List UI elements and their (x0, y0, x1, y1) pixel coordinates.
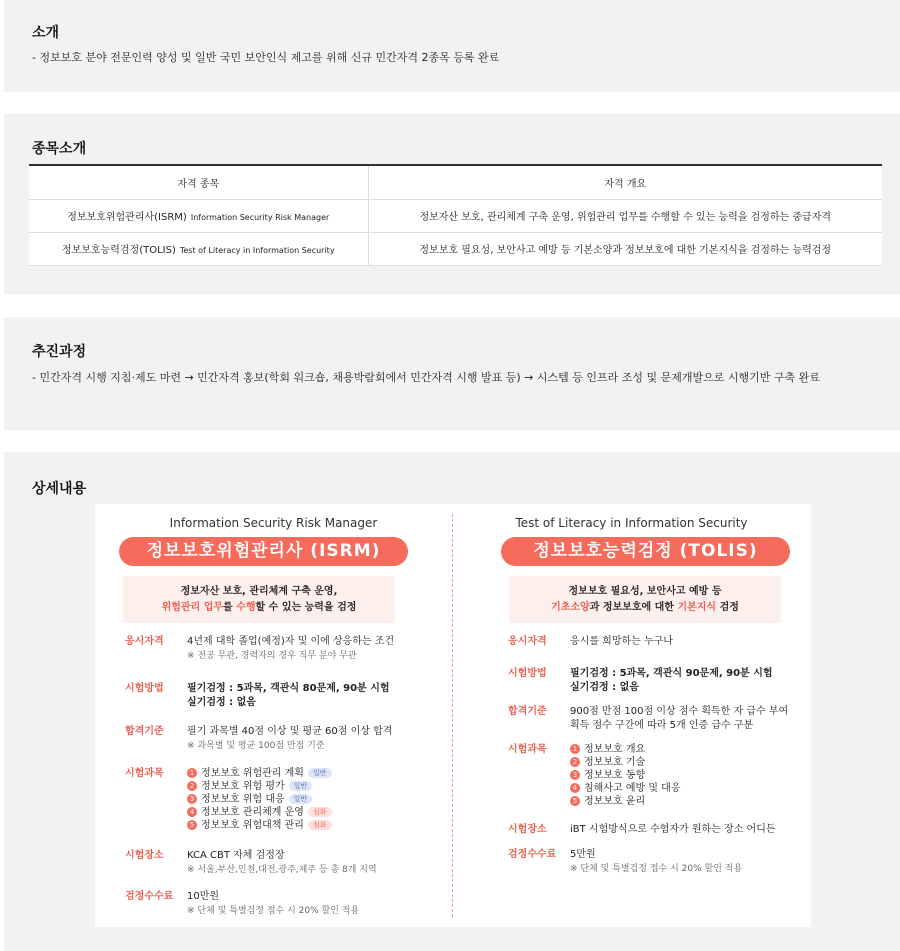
isrm-method-value (187, 682, 427, 710)
subject-name: 침해사고 예방 및 대응 (584, 783, 681, 794)
table-header-name: 자격 종목 (29, 165, 368, 199)
subject-name: 정보보호 위험 평가 (201, 781, 285, 792)
level-tag: 일반 (289, 794, 313, 804)
level-tag: 일반 (308, 768, 332, 778)
tolis-en-title: Test of Literacy in Information Security (515, 516, 748, 530)
tolis-subjects-list (570, 743, 810, 808)
details-title: 상세내용 (32, 481, 87, 497)
isrm-subjects-label: 시험과목 (125, 768, 164, 779)
number-badge: 4 (570, 783, 580, 793)
isrm-fee-note: ※ 단체 및 특별검정 접수 시 20% 할인 적용 (187, 906, 360, 916)
isrm-place-text: KCA CBT 자체 검정장 (187, 850, 285, 861)
tolis-method-practical: 실기검정 : 없음 (570, 682, 639, 693)
tolis-method-value (570, 667, 810, 695)
number-badge: 5 (187, 820, 197, 830)
table-cell-name (29, 232, 368, 265)
tolis-summary-mid: 과 정보보호에 대한 (589, 602, 678, 613)
isrm-place-value (187, 849, 427, 877)
list-item (570, 795, 810, 808)
process-section (4, 317, 900, 430)
list-item (570, 782, 810, 795)
tolis-method-label: 시험방법 (508, 668, 547, 679)
isrm-summary (123, 576, 395, 623)
isrm-eligibility-text: 4년제 대학 졸업(예정)자 및 이에 상응하는 조건 (187, 636, 395, 647)
types-section (4, 114, 900, 294)
isrm-pass-label: 합격기준 (125, 726, 164, 737)
isrm-eligibility-label: 응시자격 (125, 636, 164, 647)
cert-name: 정보보호능력검정(TOLIS) (61, 245, 176, 256)
list-item (187, 780, 427, 793)
subject-name: 정보보호 위험 대응 (201, 794, 285, 805)
tolis-pass-line1: 900점 만점 100점 이상 점수 획득한 자 급수 부여 (570, 706, 789, 717)
isrm-pass-value (187, 725, 427, 753)
list-item (187, 793, 427, 806)
table-row (29, 199, 882, 232)
number-badge: 1 (570, 744, 580, 754)
cert-name: 정보보호위험관리사(ISRM) (67, 212, 187, 223)
tolis-summary (509, 576, 781, 623)
isrm-summary-end: 할 수 있는 능력을 검정 (255, 602, 357, 613)
details-section (4, 452, 900, 951)
tolis-summary-line1: 정보보호 필요성, 보안사고 예방 등 (568, 586, 722, 597)
details-poster (95, 504, 811, 927)
isrm-summary-mid: 를 (223, 602, 237, 613)
isrm-eligibility-note: ※ 전공 무관, 경력자의 경우 직무 분야 무관 (187, 651, 357, 661)
level-tag: 일반 (289, 781, 313, 791)
tolis-eligibility-text: 응시를 희망하는 누구나 (570, 636, 673, 647)
isrm-summary-highlight2: 수행 (236, 602, 256, 613)
tolis-title-pill: 정보보호능력검정 (TOLIS) (501, 537, 790, 566)
list-item (187, 767, 427, 780)
tolis-place-text: iBT 시험방식으로 수험자가 원하는 장소 어디든 (570, 824, 776, 835)
subject-name: 정보보호 기술 (584, 757, 646, 768)
isrm-en-title: Information Security Risk Manager (169, 516, 378, 530)
subject-name: 정보보호 윤리 (584, 796, 646, 807)
intro-section (4, 0, 900, 92)
tolis-summary-highlight2: 기본지식 (677, 602, 717, 613)
tolis-fee-value (570, 848, 810, 876)
list-item (570, 756, 810, 769)
cert-en-name: Test of Literacy in Information Security (179, 246, 335, 255)
table-header-desc: 자격 개요 (368, 165, 882, 199)
isrm-eligibility-value (187, 635, 427, 663)
isrm-pass-text: 필기 과목별 40점 이상 및 평균 60점 이상 합격 (187, 726, 393, 737)
tolis-pass-line2: 획득 점수 구간에 따라 5개 인증 급수 구분 (570, 720, 754, 731)
tolis-subjects-label: 시험과목 (508, 744, 547, 755)
list-item (570, 743, 810, 756)
list-item (187, 806, 427, 819)
isrm-method-label: 시험방법 (125, 683, 164, 694)
tolis-pass-label: 합격기준 (508, 706, 547, 717)
cert-en-name: Information Security Risk Manager (190, 213, 330, 222)
tolis-eligibility-label: 응시자격 (508, 636, 547, 647)
tolis-fee-note: ※ 단체 및 특별검정 접수 시 20% 할인 적용 (570, 864, 743, 874)
tolis-fee-text: 5만원 (570, 849, 596, 860)
number-badge: 3 (570, 770, 580, 780)
types-title: 종목소개 (32, 141, 87, 157)
tolis-method-written: 필기검정 : 5과목, 객관식 90문제, 90분 시험 (570, 668, 773, 679)
process-text: - 민간자격 시행 지침·제도 마련 → 민간자격 홍보(학회 워크숍, 채용박람회에서 민간자격 시행 발표 등) → 시스템 등 인프라 조성 및 문제개발으로 시행기반 구축 완료 (32, 371, 820, 384)
isrm-method-practical: 실기검정 : 없음 (187, 697, 256, 708)
level-tag: 심화 (308, 807, 332, 817)
isrm-pass-note: ※ 과목별 및 평균 100점 만점 기준 (187, 741, 325, 751)
isrm-fee-value (187, 890, 427, 918)
table-cell-name (29, 199, 368, 232)
isrm-place-label: 시험장소 (125, 850, 164, 861)
tolis-pass-value (570, 705, 810, 733)
subject-name: 정보보호 위험대책 관리 (201, 820, 304, 831)
number-badge: 3 (187, 794, 197, 804)
subject-name: 정보보호 동향 (584, 770, 646, 781)
isrm-summary-line1: 정보자산 보호, 관리체계 구축 운영, (180, 586, 338, 597)
isrm-summary-highlight: 위험관리 업무 (161, 602, 224, 613)
table-row (29, 232, 882, 265)
isrm-fee-label: 검정수수료 (125, 891, 174, 902)
tolis-place-label: 시험장소 (508, 824, 547, 835)
tolis-column (453, 504, 810, 927)
table-cell-desc: 정보자산 보호, 관리체계 구축 운영, 위험관리 업무를 수행할 수 있는 능력을 검정하는 중급자격 (368, 199, 882, 232)
tolis-summary-highlight: 기초소양 (551, 602, 590, 613)
subject-name: 정보보호 위험관리 계획 (201, 768, 304, 779)
number-badge: 4 (187, 807, 197, 817)
level-tag: 심화 (308, 820, 332, 830)
intro-text: - 정보보호 분야 전문인력 양성 및 일반 국민 보안인식 제고를 위해 신규 민간자격 2종목 등록 완료 (32, 51, 500, 64)
isrm-title-pill: 정보보호위험관리사 (ISRM) (119, 537, 408, 566)
subject-name: 정보보호 관리체계 운영 (201, 807, 304, 818)
list-item (570, 769, 810, 782)
tolis-fee-label: 검정수수료 (508, 849, 557, 860)
table-header-row (29, 165, 882, 199)
list-item (187, 819, 427, 832)
isrm-place-note: ※ 서울,부산,인천,대전,광주,제주 등 총 8개 지역 (187, 865, 377, 875)
number-badge: 2 (570, 757, 580, 767)
number-badge: 5 (570, 796, 580, 806)
types-table (29, 164, 882, 266)
table-cell-desc: 정보보호 필요성, 보안사고 예방 등 기본소양과 정보보호에 대한 기본지식을 검정하는 능력검정 (368, 232, 882, 265)
subject-name: 정보보호 개요 (584, 744, 646, 755)
isrm-fee-text: 10만원 (187, 891, 220, 902)
isrm-subjects-list (187, 767, 427, 832)
number-badge: 1 (187, 768, 197, 778)
isrm-method-written: 필기검정 : 5과목, 객관식 80문제, 90분 시험 (187, 683, 390, 694)
tolis-summary-end: 검정 (716, 602, 739, 613)
intro-title: 소개 (32, 25, 60, 41)
number-badge: 2 (187, 781, 197, 791)
isrm-column (95, 504, 452, 927)
process-title: 추진과정 (32, 344, 87, 360)
